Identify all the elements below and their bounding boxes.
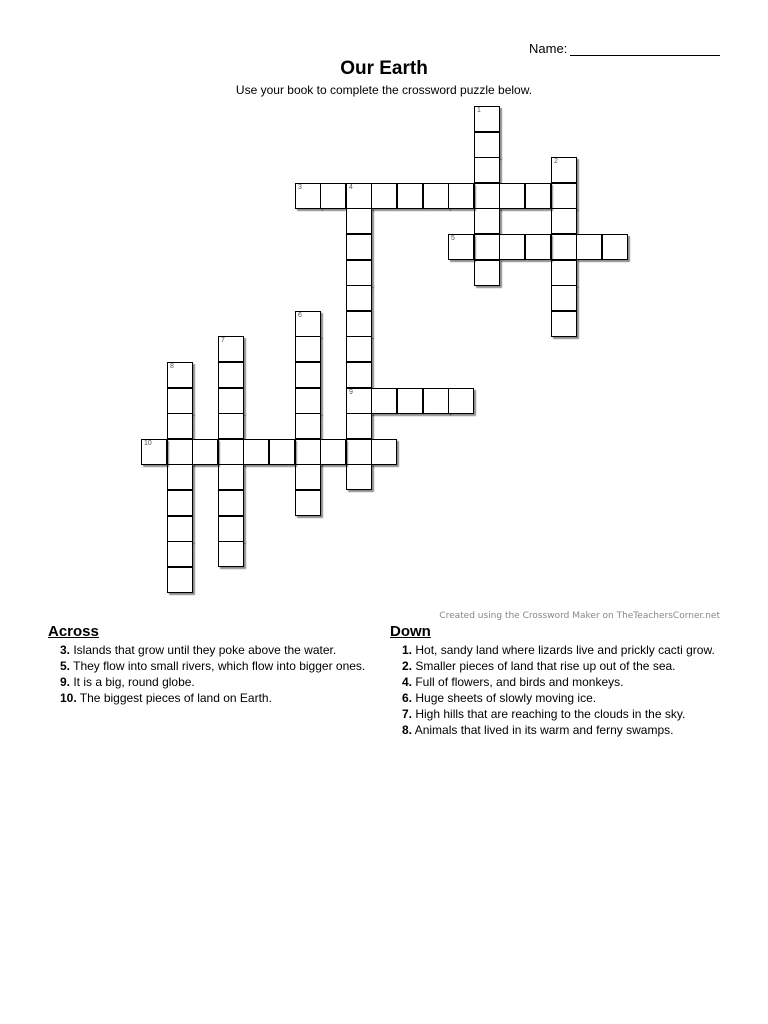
clue-text: High hills that are reaching to the clouds in the sky. (412, 707, 686, 721)
crossword-cell[interactable] (295, 490, 321, 516)
crossword-cell[interactable] (448, 388, 474, 414)
crossword-cell[interactable] (474, 157, 500, 183)
crossword-cell[interactable] (551, 234, 577, 260)
crossword-cell[interactable] (423, 388, 449, 414)
crossword-cell[interactable] (218, 464, 244, 490)
crossword-cell[interactable] (551, 260, 577, 286)
crossword-cell[interactable] (602, 234, 628, 260)
crossword-cell[interactable] (218, 541, 244, 567)
crossword-cell[interactable] (346, 285, 372, 311)
crossword-cell[interactable] (551, 157, 577, 183)
crossword-cell[interactable] (295, 336, 321, 362)
name-label: Name: (529, 41, 568, 56)
crossword-cell[interactable] (218, 362, 244, 388)
crossword-cell[interactable] (295, 183, 321, 209)
crossword-cell[interactable] (397, 388, 423, 414)
credit-line: Created using the Crossword Maker on TheTeachersCorner.net (439, 611, 720, 621)
crossword-cell[interactable] (167, 388, 193, 414)
clue-number: 2. (402, 659, 413, 673)
clue-number: 1 (477, 107, 481, 114)
crossword-cell[interactable] (167, 413, 193, 439)
crossword-cell[interactable] (218, 413, 244, 439)
crossword-cell[interactable] (551, 311, 577, 337)
clue-number: 5 (451, 235, 455, 242)
down-heading: Down (390, 623, 431, 640)
crossword-cell[interactable] (525, 234, 551, 260)
crossword-cell[interactable] (167, 464, 193, 490)
clue-text: Animals that lived in its warm and ferny swamps. (412, 723, 674, 737)
crossword-cell[interactable] (295, 464, 321, 490)
across-clues (48, 623, 370, 706)
clue-text: Smaller pieces of land that rise up out of the sea. (412, 659, 676, 673)
clue-text: It is a big, round globe. (70, 675, 195, 689)
crossword-cell[interactable] (346, 336, 372, 362)
crossword-cell[interactable] (218, 516, 244, 542)
crossword-cell[interactable] (397, 183, 423, 209)
across-heading: Across (48, 623, 99, 640)
clue-text: Full of flowers, and birds and monkeys. (412, 675, 624, 689)
crossword-cell[interactable] (218, 388, 244, 414)
crossword-cell[interactable] (167, 439, 193, 465)
crossword-cell[interactable] (371, 183, 397, 209)
clue-number: 7 (221, 337, 225, 344)
clue-number: 3. (60, 643, 71, 657)
clue-number: 4. (402, 675, 413, 689)
crossword-cell[interactable] (551, 285, 577, 311)
clue-number: 9 (349, 389, 353, 396)
across-clue-list (48, 642, 370, 706)
crossword-cell[interactable] (423, 183, 449, 209)
clue-number: 1. (402, 643, 413, 657)
crossword-cell[interactable] (141, 439, 167, 465)
across-clue (48, 674, 370, 690)
clue-text: Hot, sandy land where lizards live and prickly cacti grow. (412, 643, 715, 657)
clue-number: 3 (298, 184, 302, 191)
crossword-cell[interactable] (218, 439, 244, 465)
down-clue (390, 706, 720, 722)
crossword-cell[interactable] (295, 439, 321, 465)
page-title: Our Earth (340, 58, 428, 79)
clue-text: They flow into small rivers, which flow into bigger ones. (70, 659, 366, 673)
clue-number: 10. (60, 691, 77, 705)
clue-number: 5. (60, 659, 71, 673)
clue-number: 6 (298, 312, 302, 319)
clue-number: 9. (60, 675, 71, 689)
crossword-cell[interactable] (167, 362, 193, 388)
crossword-cell[interactable] (551, 208, 577, 234)
crossword-cell[interactable] (192, 439, 218, 465)
down-clue (390, 658, 720, 674)
across-clue (48, 642, 370, 658)
clue-number: 10 (144, 440, 152, 447)
crossword-cell[interactable] (346, 208, 372, 234)
crossword-cell[interactable] (371, 388, 397, 414)
crossword-cell[interactable] (346, 183, 372, 209)
down-clues (390, 623, 720, 738)
crossword-cell[interactable] (346, 234, 372, 260)
crossword-cell[interactable] (320, 439, 346, 465)
across-clue (48, 690, 370, 706)
crossword-cell[interactable] (295, 413, 321, 439)
crossword-cell[interactable] (371, 439, 397, 465)
crossword-cell[interactable] (218, 490, 244, 516)
crossword-cell[interactable] (474, 132, 500, 158)
crossword-cell[interactable] (346, 413, 372, 439)
down-clue (390, 690, 720, 706)
crossword-cell[interactable] (167, 490, 193, 516)
crossword-cell[interactable] (474, 106, 500, 132)
clue-number: 4 (349, 184, 353, 191)
crossword-cell[interactable] (448, 234, 474, 260)
crossword-cell[interactable] (346, 439, 372, 465)
down-clue (390, 674, 720, 690)
clue-number: 6. (402, 691, 413, 705)
crossword-cell[interactable] (346, 260, 372, 286)
crossword-cell[interactable] (167, 516, 193, 542)
crossword-cell[interactable] (167, 541, 193, 567)
crossword-cell[interactable] (474, 234, 500, 260)
clue-text: Islands that grow until they poke above the water. (70, 643, 337, 657)
crossword-cell[interactable] (551, 183, 577, 209)
crossword-cell[interactable] (474, 260, 500, 286)
crossword-cell[interactable] (243, 439, 269, 465)
crossword-cell[interactable] (448, 183, 474, 209)
clue-number: 8. (402, 723, 413, 737)
crossword-cell[interactable] (295, 388, 321, 414)
crossword-cell[interactable] (346, 464, 372, 490)
crossword-cell[interactable] (346, 362, 372, 388)
crossword-cell[interactable] (576, 234, 602, 260)
crossword-cell[interactable] (295, 362, 321, 388)
clue-text: The biggest pieces of land on Earth. (76, 691, 272, 705)
clue-number: 2 (554, 158, 558, 165)
crossword-cell[interactable] (499, 183, 525, 209)
crossword-cell[interactable] (474, 183, 500, 209)
clue-number: 8 (170, 363, 174, 370)
across-clue (48, 658, 370, 674)
crossword-cell[interactable] (167, 567, 193, 593)
down-clue-list (390, 642, 720, 738)
down-clue (390, 642, 720, 658)
crossword-cell[interactable] (346, 311, 372, 337)
crossword-cell[interactable] (320, 183, 346, 209)
crossword-cell[interactable] (525, 183, 551, 209)
crossword-cell[interactable] (346, 388, 372, 414)
crossword-cell[interactable] (499, 234, 525, 260)
crossword-cell[interactable] (269, 439, 295, 465)
down-clue (390, 722, 720, 738)
clue-text: Huge sheets of slowly moving ice. (412, 691, 597, 705)
instructions: Use your book to complete the crossword puzzle below. (235, 83, 533, 97)
clue-number: 7. (402, 707, 413, 721)
crossword-cell[interactable] (474, 208, 500, 234)
crossword-cell[interactable] (218, 336, 244, 362)
crossword-cell[interactable] (295, 311, 321, 337)
